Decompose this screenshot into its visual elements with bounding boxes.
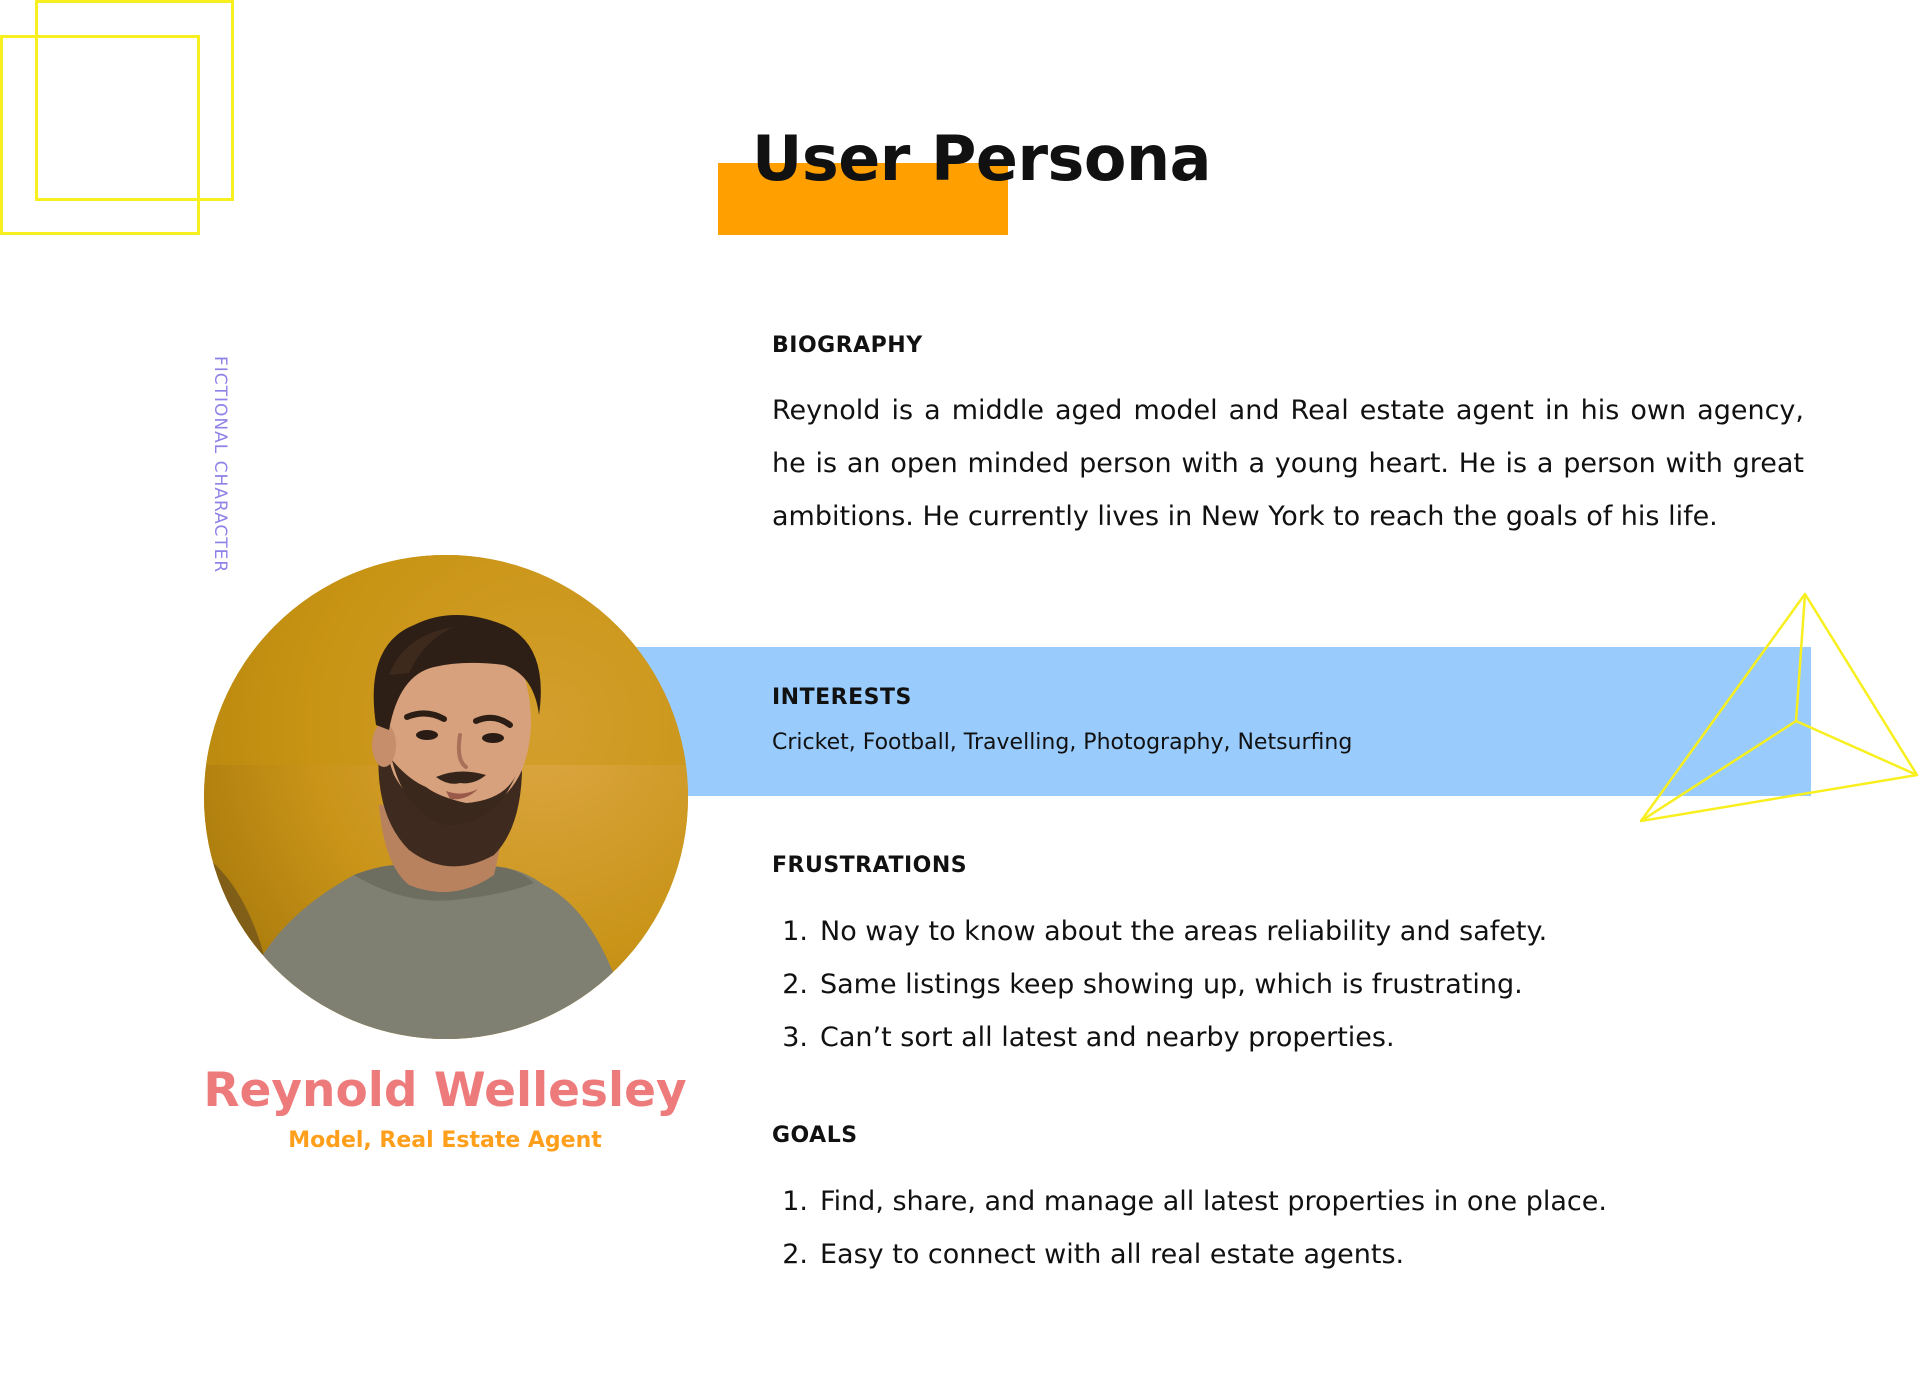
- avatar: [204, 555, 688, 1039]
- list-item-number: 2.: [782, 969, 808, 1000]
- interests-heading: INTERESTS: [772, 685, 912, 710]
- biography-heading: BIOGRAPHY: [772, 333, 923, 358]
- frustrations-list: [772, 905, 1547, 1064]
- list-item: [772, 1011, 1547, 1064]
- persona-name: Reynold Wellesley: [203, 1063, 687, 1118]
- goals-heading: GOALS: [772, 1123, 858, 1148]
- list-item-text: Same listings keep showing up, which is frustrating.: [820, 969, 1523, 1000]
- list-item: [772, 958, 1547, 1011]
- list-item-text: Can’t sort all latest and nearby properties.: [820, 1022, 1395, 1053]
- goals-list: [772, 1175, 1607, 1281]
- biography-text: Reynold is a middle aged model and Real estate agent in his own agency, he is an open minded person with a young heart. He is a person with great ambitions. He currently lives in New York to reach the goals of his life.: [772, 395, 1804, 532]
- persona-role: Model, Real Estate Agent: [288, 1128, 602, 1153]
- list-item: [772, 905, 1547, 958]
- interests-text: Cricket, Football, Travelling, Photography, Netsurfing: [772, 730, 1353, 755]
- side-label: FICTIONAL CHARACTER: [210, 356, 230, 574]
- avatar-photo: [204, 555, 688, 1039]
- list-item-number: 2.: [782, 1239, 808, 1270]
- list-item-number: 1.: [782, 916, 808, 947]
- page-title: User Persona: [752, 122, 1211, 195]
- list-item-number: 1.: [782, 1186, 808, 1217]
- list-item-text: Easy to connect with all real estate agents.: [820, 1239, 1405, 1270]
- list-item-number: 3.: [782, 1022, 808, 1053]
- list-item: [772, 1228, 1607, 1281]
- list-item-text: No way to know about the areas reliability and safety.: [820, 916, 1548, 947]
- list-item-text: Find, share, and manage all latest properties in one place.: [820, 1186, 1607, 1217]
- list-item: [772, 1175, 1607, 1228]
- wireframe-triangle-icon: [1630, 585, 1920, 830]
- frustrations-heading: FRUSTRATIONS: [772, 853, 968, 878]
- decorative-square-front: [0, 35, 200, 235]
